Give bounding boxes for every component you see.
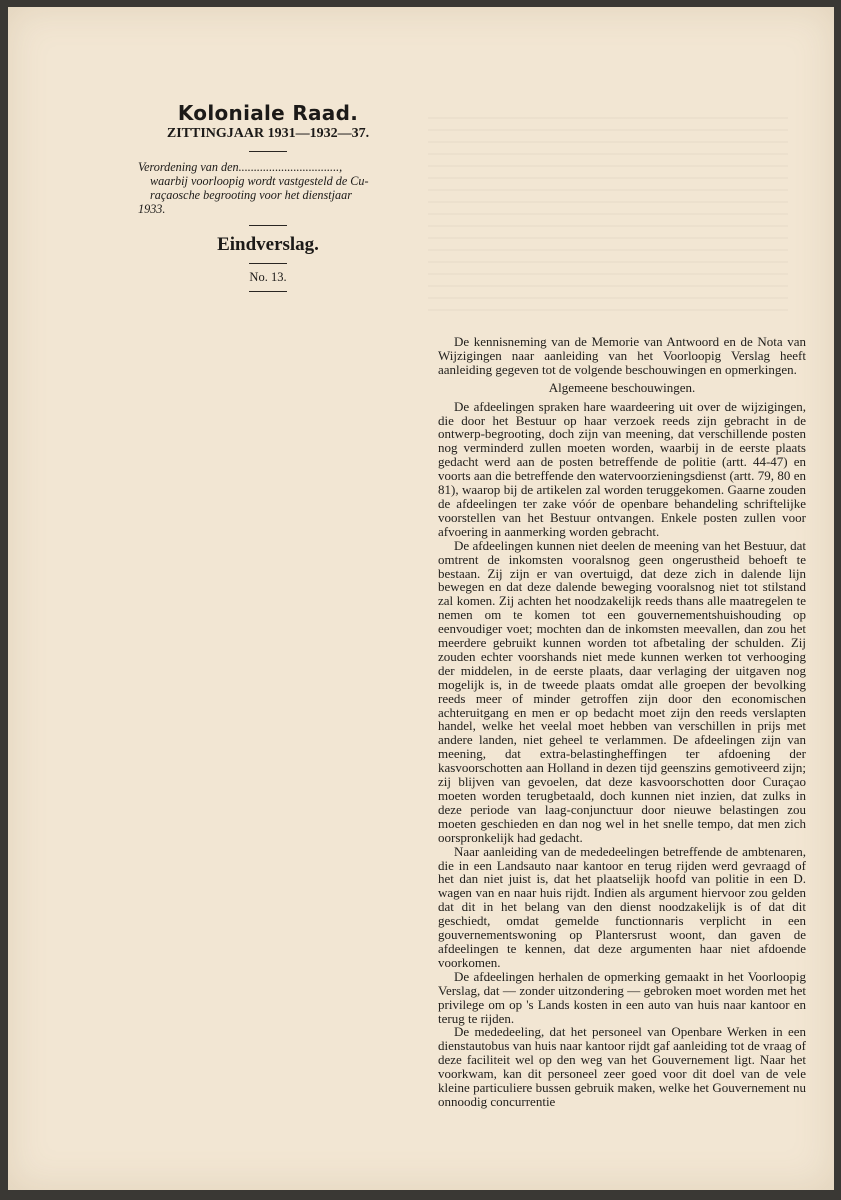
session-year: ZITTINGJAAR 1931—1932—37. <box>166 126 370 141</box>
body-paragraph: De afdeelingen kunnen niet deelen de meening van het Bestuur, dat omtrent de inkomsten vooralsnog geen ongerustheid behoeft te bestaan. Zij zijn er van overtuigd, dat deze zich in dalende lijn bewegen en dat deze dalende beweging vooralsnog niet tot stilstand zal komen. Zij achten het noodzakelijk reeds thans alle maatregelen te nemen om te komen tot een gouvernementshuishouding op eenvoudiger voet; mochten dan de inkomsten meevallen, dan zou het meerdere gebruikt kunnen worden tot afbetaling der schulden. Zij zouden echter voorshands niet mede kunnen werken tot verhooging der middelen, in de eerste plaats, daar verlaging der uitgaven nog mogelijk is, in de tweede plaats omdat alle groepen der bevolking reeds meer of minder getroffen zijn door den economischen achteruitgang en men er op bedacht moet zijn den reeds verslapten handel, welke het veelal moet hebben van verschillen in prijs met andere landen, niet geheel te verlammen. De afdeelingen zijn van meening, dat extra-belastingheffingen ter afdoening der kasvoorschotten aan Holland in dezen tijd geenszins gemotiveerd zijn; zij blijven van gevoelen, dat deze kasvoorschotten door Curaçao moeten worden terugbetaald, doch kunnen niet inzien, dat zulks in deze periode van laag-conjunctuur door nieuwe belastingen zou moeten geschieden en dan nog wel in het snelle tempo, dat men zich oorspronkelijk had gedacht. <box>438 537 806 845</box>
body-paragraph: De mededeeling, dat het personeel van Openbare Werken in een dienstautobus van huis naar kantoor rijdt gaf aanleiding tot de vraag of deze faciliteit wel op den weg van het Gouvernement ligt. Naar het voorkwam, kan dit personeel zeer goed voor dit doel van de vele kleine particuliere bussen gebruik maken, welke het Gouvernement nu onnoodig concurrentie <box>438 1024 806 1109</box>
document-page <box>8 7 834 1190</box>
bleed-through-text <box>428 117 788 317</box>
report-body <box>438 335 806 1109</box>
ordinance-line: Verordening van den................................., <box>138 160 343 174</box>
report-title: Eindverslag. <box>217 234 319 255</box>
body-paragraph: Naar aanleiding van de mededeelingen betreffende de ambtenaren, die in een Landsauto naar kantoor en terug rijden werd gevraagd of het dan niet juist is, dat het plaatselijk hoofd van politie in een D. wagen van en naar huis rijdt. Indien als argument hiervoor zou gelden dat dit in het belang van den dienst noodzakelijk is of dat dit geschiedt, omdat gemelde functionnaris verplicht in een gouvernementswoning op Plantersrust woont, dan gaven de afdeelingen te kennen, dat deze argumenten haar niet afdoende voorkomen. <box>438 843 806 970</box>
ordinance-line: raçaosche begrooting voor het dienstjaar <box>150 188 352 202</box>
document-header <box>128 101 408 292</box>
divider <box>249 263 287 264</box>
ordinance-line: 1933. <box>138 202 166 216</box>
divider <box>249 151 287 152</box>
body-paragraph: De afdeelingen herhalen de opmerking gemaakt in het Voorloopig Verslag, dat — zonder uitzondering — gebroken moet worden met het privilege om op 's Lands kosten in een auto van huis naar kantoor en terug te rijden. <box>438 968 806 1026</box>
section-heading: Algemeene beschouwingen. <box>548 379 696 395</box>
divider <box>249 291 287 292</box>
council-title: Koloniale Raad. <box>177 101 359 125</box>
ordinance-title <box>138 160 398 216</box>
intro-paragraph: De kennisneming van de Memorie van Antwoord en de Nota van Wijzigingen naar aanleiding van het Voorloopig Verslag heeft aanleiding gegeven tot de volgende beschouwingen en opmerkingen. <box>438 334 806 377</box>
document-number: No. 13. <box>249 270 287 284</box>
ordinance-line: waarbij voorloopig wordt vastgesteld de Cu- <box>150 174 369 188</box>
body-paragraph: De afdeelingen spraken hare waardeering uit over de wijzigingen, die door het Bestuur op haar verzoek reeds zijn gebracht in de ontwerp-begrooting, doch zijn van meening, dat verschillende posten nog verminderd zullen moeten worden, waarbij in de eerste plaats gedacht werd aan de posten betreffende de politie (artt. 44-47) en voorts aan die betreffende den watervoorzieningsdienst (artt. 79, 80 en 81), waarop bij de artikelen zal worden teruggekomen. Gaarne zouden de afdeelingen ter zake vóór de openbare behandeling schriftelijke voorstellen van het Bestuur ontvangen. Enkele posten zullen voor afvoering in aanmerking worden gebracht. <box>438 398 806 539</box>
divider <box>249 225 287 226</box>
